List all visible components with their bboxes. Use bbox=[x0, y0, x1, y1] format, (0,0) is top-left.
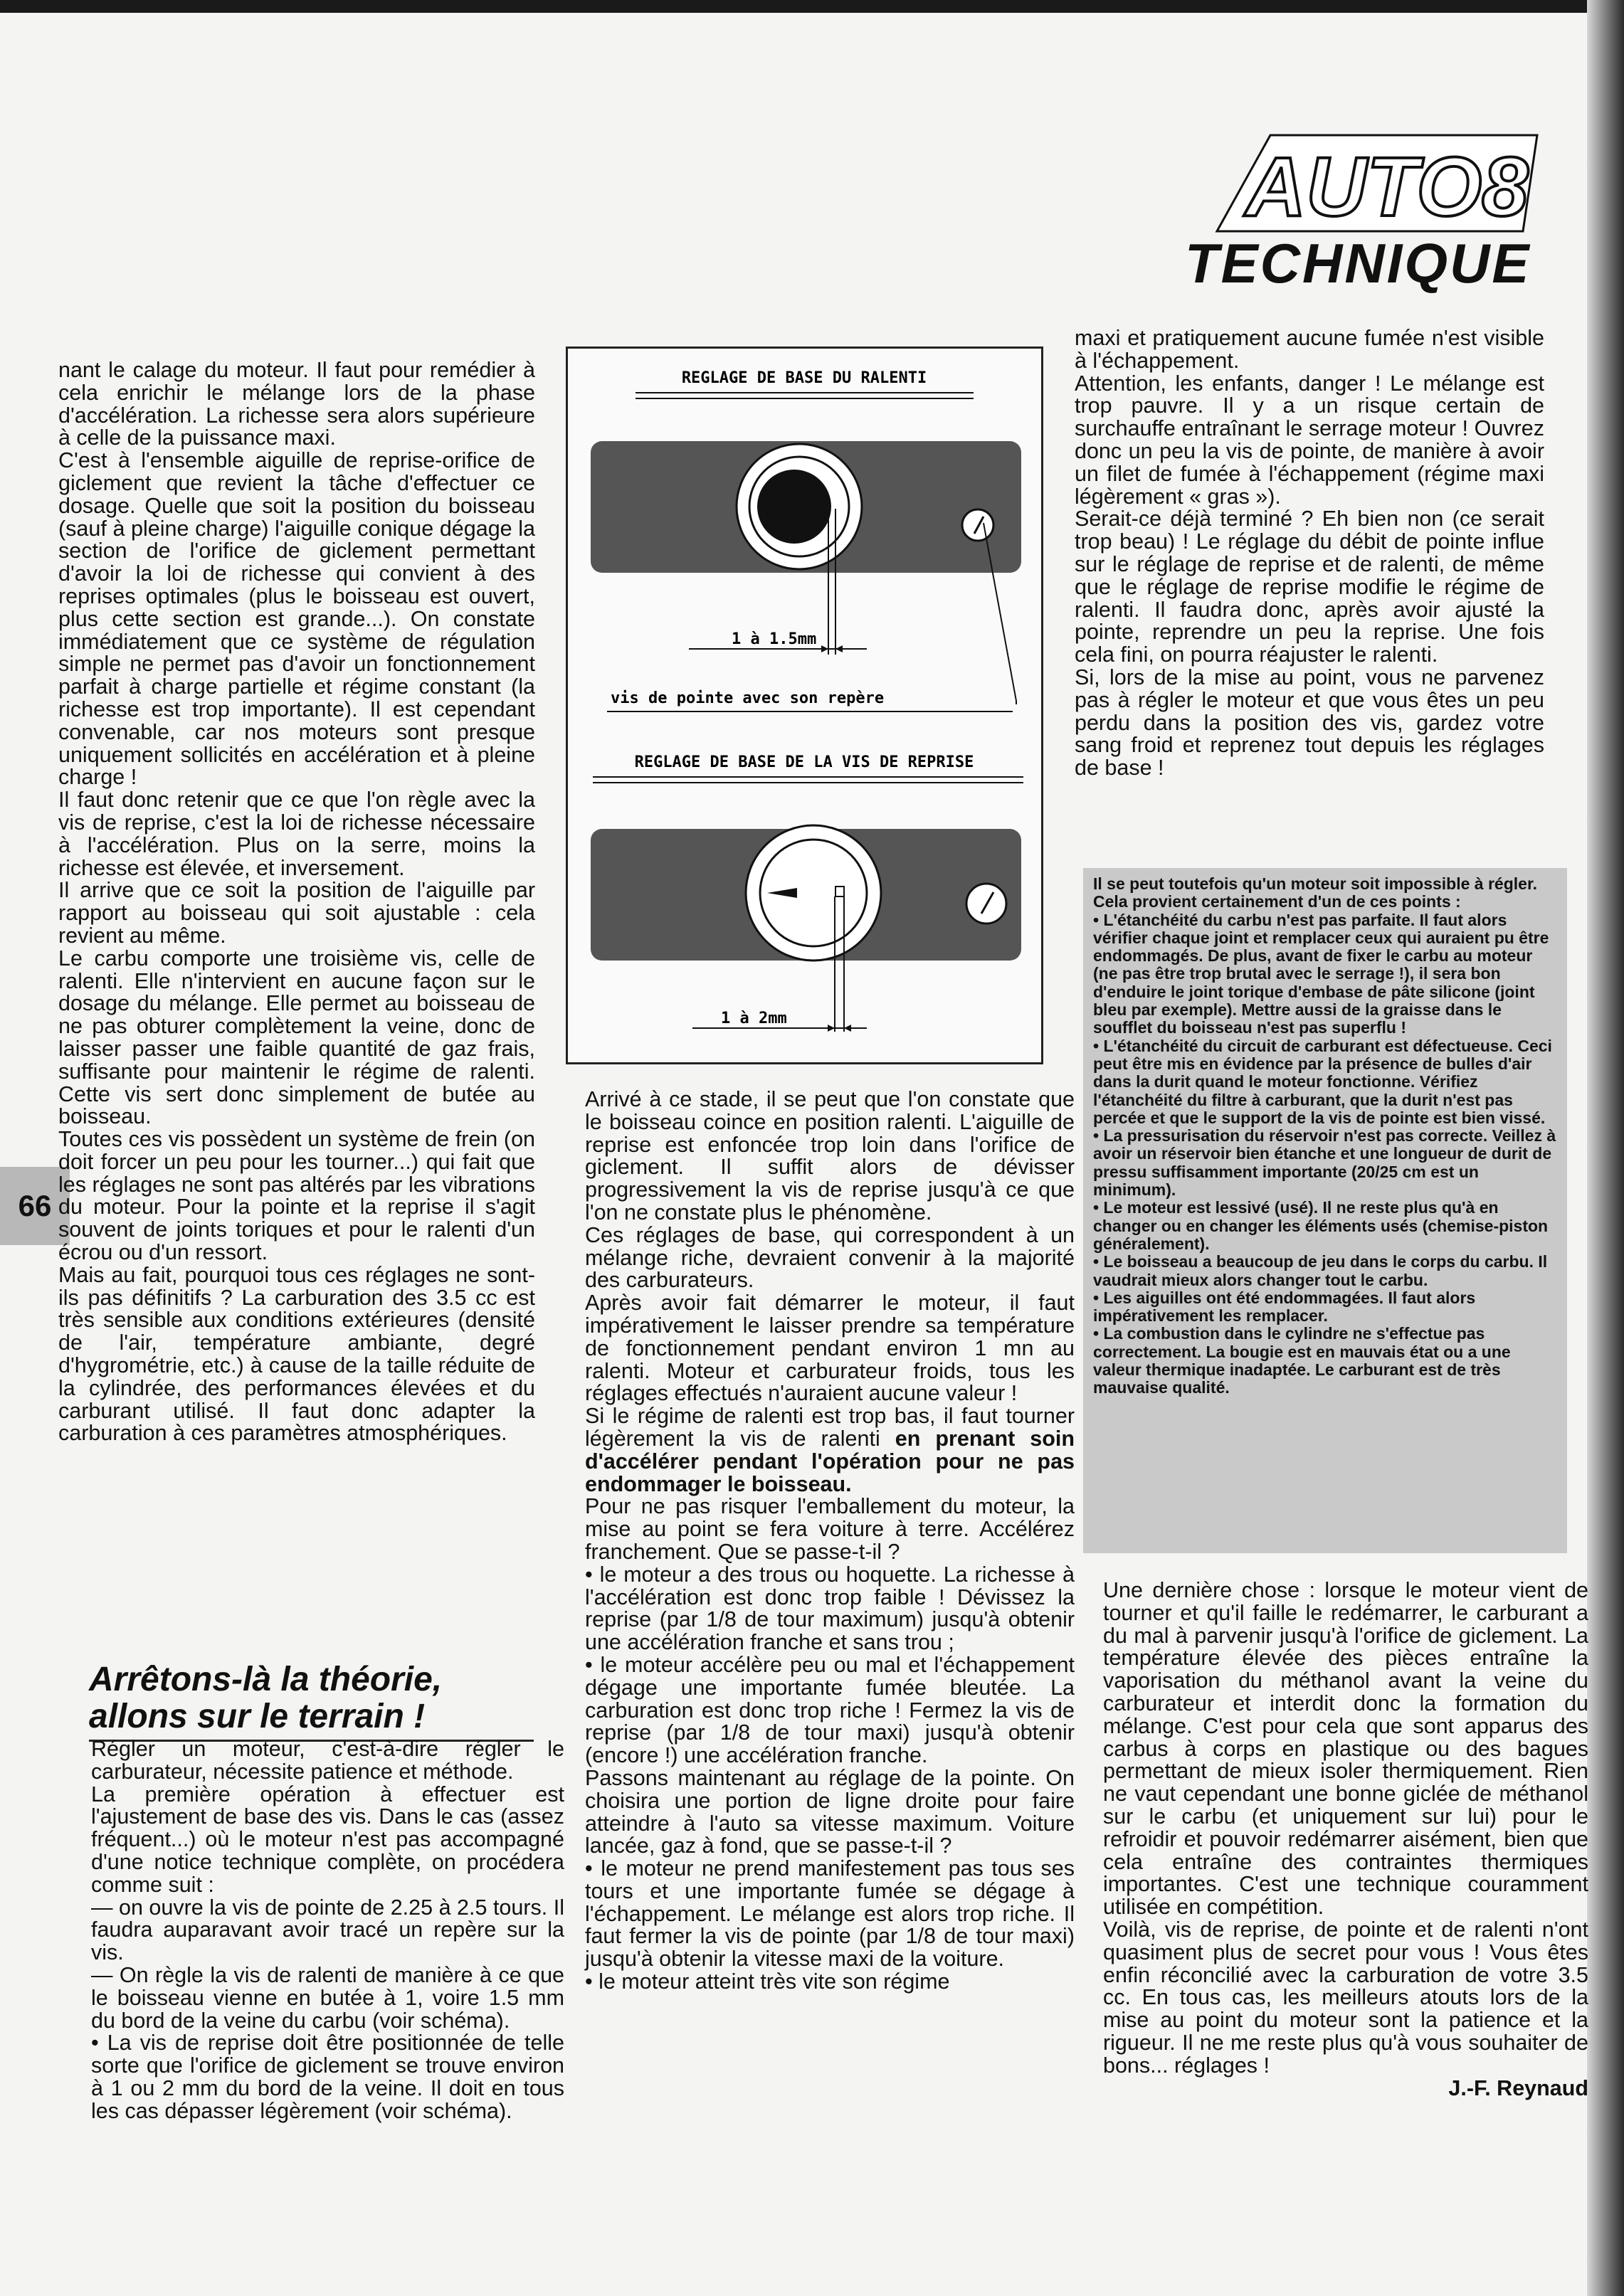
paragraph: Pour ne pas risquer l'emballement du moteur, la mise au point se fera voiture à terre. Accélérez franchement. Que se passe-t-il ? bbox=[585, 1494, 1075, 1564]
dimension-label-2: 1 à 2mm bbox=[721, 1010, 787, 1027]
paragraph: La première opération à effectuer est l'ajustement de base des vis. Dans le cas (assez fréquent...) où le moteur n'est pas accompagné d'une notice technique complète, on procédera comme suit : bbox=[91, 1782, 564, 1897]
carburetor-adjustment-figure bbox=[566, 346, 1043, 1064]
throttle-slide-1 bbox=[757, 470, 831, 544]
page-spine-shadow bbox=[1587, 0, 1624, 2296]
jet-orifice bbox=[835, 887, 844, 896]
column-2 bbox=[585, 1089, 1075, 1994]
page-number: 66 bbox=[0, 1167, 70, 1245]
paragraph: Arrivé à ce stade, il se peut que l'on constate que le boisseau coince en position ralenti. L'aiguille de reprise est enfoncée trop loin dans l'orifice de giclement. Il suffit alors de dévisser progressivement la vis de reprise jusqu'à ce que l'on ne constate plus le phénomène. bbox=[585, 1087, 1075, 1224]
sidebar-item: • Le moteur est lessivé (usé). Il ne reste plus qu'à en changer ou en changer les éléments usés (chemise-piston généralement). bbox=[1093, 1198, 1549, 1253]
paragraph bbox=[585, 1405, 1075, 1496]
sidebar-item: • L'étanchéité du carbu n'est pas parfaite. Il faut alors vérifier chaque joint et remplacer ceux qui auraient pu être endommagés. De plus, avant de fixer le carbu au moteur (ne pas être trop brutal avec le serrage !), il sera bon d'enduire le joint torique d'embase de pâte silicone (joint bleu par exemple). Mettre aussi de la graisse dans le soufflet du boisseau n'est pas superflu ! bbox=[1093, 910, 1549, 1037]
paragraph: • le moteur accélère peu ou mal et l'échappement dégage une importante fumée bleutée. La carburation est donc trop riche ! Fermez la vis de reprise (par 1/8 de tour maxi) jusqu'à obtenir (encore !) une accélération franche. bbox=[585, 1652, 1075, 1768]
paragraph: Toutes ces vis possèdent un système de frein (on doit forcer un peu pour les tourner...) qui fait que les réglages ne sont pas altérés par les vibrations du moteur. Pour la pointe et la reprise il s'agit souvent de joints toriques et pour le ralenti d'un écrou ou d'un ressort. bbox=[58, 1127, 535, 1265]
paragraph: Le carbu comporte une troisième vis, celle de ralenti. Elle n'intervient en aucune façon sur le dosage du mélange. Elle permet au boisseau de ne pas obturer complètement la veine, donc de laisser passer une faible quantité de gaz frais, suffisante pour maintenir le régime de ralenti. Cette vis sert donc simplement de butée au boisseau. bbox=[58, 946, 535, 1129]
paragraph: — on ouvre la vis de pointe de 2.25 à 2.5 tours. Il faudra auparavant avoir tracé un repère sur la vis. bbox=[91, 1895, 564, 1965]
section-heading: Arrêtons-là la théorie, allons sur le terrain ! bbox=[89, 1661, 534, 1742]
svg-text:AUTO8: AUTO8 bbox=[1245, 140, 1529, 234]
paragraph: • le moteur a des trous ou hoquette. La richesse à l'accélération est donc trop faible ! Dévissez la reprise (par 1/8 de tour maximum) jusqu'à obtenir une accélération franche et sans trou ; bbox=[585, 1562, 1075, 1655]
section-title: TECHNIQUE bbox=[1185, 232, 1531, 295]
column-3 bbox=[1075, 327, 1544, 780]
paragraph: C'est à l'ensemble aiguille de reprise-orifice de giclement que revient la tâche d'effectuer ce dosage. Quelle que soit la position du boisseau (sauf à pleine charge) l'aiguille conique dégage la section de l'orifice de giclement permettant d'avoir la loi de richesse qui convient à des reprises optimales (plus le boisseau est ouvert, plus cette section est grande...). On constate immédiatement que ce système de régulation simple ne permet pas d'avoir un fonctionnement parfait à charge partielle et régime constant (la richesse est trop importante). Il est cependant convenable, car nos moteurs sont presque uniquement sollicités en accélération et à pleine charge ! bbox=[58, 448, 535, 790]
paragraph: nant le calage du moteur. Il faut pour remédier à cela enrichir le mélange lors de la phase d'accélération. La richesse sera alors supérieure à celle de la puissance maxi. bbox=[58, 358, 535, 450]
paragraph: Serait-ce déjà terminé ? Eh bien non (ce serait trop beau) ! Le réglage du débit de pointe influe sur le réglage de reprise et de ralenti, de même que le réglage de reprise modifie le régime de ralenti. Il faudra donc, après avoir ajusté la pointe, reprendre un peu la reprise. Une fois cela fini, on pourra réajuster le ralenti. bbox=[1075, 507, 1544, 667]
sidebar-item: Il se peut toutefois qu'un moteur soit impossible à régler. Cela provient certainement d'un de ces points : bbox=[1093, 874, 1538, 911]
diagram-1-title: REGLAGE DE BASE DU RALENTI bbox=[681, 369, 927, 387]
paragraph: Attention, les enfants, danger ! Le mélange est trop pauvre. Il y a un risque certain de surchauffe entraînant le serrage moteur ! Ouvrez donc un peu la vis de pointe, de manière à avoir un filet de fumée à l'échappement (régime maxi légèrement « gras »). bbox=[1075, 371, 1544, 509]
diagram-2-title: REGLAGE DE BASE DE LA VIS DE REPRISE bbox=[634, 753, 974, 771]
paragraph: — On règle la vis de ralenti de manière à ce que le boisseau vienne en butée à 1, voire 1.5 mm du bord de la veine du carbu (voir schéma). bbox=[91, 1962, 564, 2033]
paragraph: Passons maintenant au réglage de la pointe. On choisira une portion de ligne droite pour faire atteindre à l'auto sa vitesse maximum. Voiture lancée, gaz à fond, que se passe-t-il ? bbox=[585, 1765, 1075, 1858]
paragraph: Il arrive que ce soit la position de l'aiguille par rapport au boisseau qui soit ajustable : cela revient au même. bbox=[58, 878, 535, 948]
sidebar-item: • L'étanchéité du circuit de carburant est défectueuse. Ceci peut être mis en évidence par la présence de bulles d'air dans la durit quand le moteur fonctionne. Vérifiez l'étanchéité du filtre à carburant, que la durit n'est pas percée et que le support de la vis de pointe est bien vissé. bbox=[1093, 1036, 1552, 1127]
column-1-lower bbox=[91, 1738, 564, 2123]
sidebar-item: • Les aiguilles ont été endommagées. Il faut alors impérativement les remplacer. bbox=[1093, 1288, 1476, 1326]
column-4 bbox=[1103, 1580, 1588, 2100]
sidebar-item: • Le boisseau a beaucoup de jeu dans le corps du carbu. Il vaudrait mieux alors changer tout le carbu. bbox=[1093, 1252, 1548, 1289]
scan-top-edge bbox=[0, 0, 1624, 13]
paragraph: Une dernière chose : lorsque le moteur vient de tourner et qu'il faille le redémarrer, le carburant a du mal à parvenir jusqu'à l'orifice de giclement. La température élevée des pièces entraîne la vaporisation du méthanol avant la veine du carburateur et interdit donc la formation du mélange. C'est pour cela que sont apparus des carbus à corps en plastique ou des bagues permettant de mieux isoler thermiquement. Rien ne vaut cependant une bonne giclée de méthanol sur le carbu (et uniquement sur lui) pour le refroidir et pouvoir redémarrer aisément, bien que cela entraîne des contraintes thermiques importantes. C'est une technique couramment utilisée en compétition. bbox=[1103, 1578, 1588, 1920]
diagram-1-caption: vis de pointe avec son repère bbox=[611, 689, 885, 707]
paragraph: maxi et pratiquement aucune fumée n'est visible à l'échappement. bbox=[1075, 326, 1544, 373]
paragraph: Ces réglages de base, qui correspondent à un mélange riche, devraient convenir à la majorité des carburateurs. bbox=[585, 1222, 1075, 1293]
paragraph: • La vis de reprise doit être positionnée de telle sorte que l'orifice de giclement se trouve environ à 1 ou 2 mm du bord de la veine. Il doit en tous les cas dépasser légèrement (voir schéma). bbox=[91, 2031, 564, 2123]
sidebar-item: • La combustion dans le cylindre ne s'effectue pas correctement. La bougie est en mauvais état ou a une valeur thermique inadaptée. Le carburant est de très mauvaise qualité. bbox=[1093, 1324, 1511, 1397]
author-signature: J.-F. Reynaud bbox=[1448, 2075, 1588, 2100]
paragraph: Régler un moteur, c'est-à-dire régler le carburateur, nécessite patience et méthode. bbox=[91, 1737, 564, 1784]
dimension-label-1: 1 à 1.5mm bbox=[732, 630, 817, 648]
text-run: Si le régime de ralenti est trop bas, il faut tourner légèrement la vis de ralenti bbox=[585, 1404, 1075, 1451]
paragraph: Voilà, vis de reprise, de pointe et de ralenti n'ont quasiment plus de secret pour vous ! Vous êtes enfin réconcilié avec la carburation de votre 3.5 cc. En tous cas, les meilleurs atouts lors de la mise au point du moteur sont la patience et la rigueur. Il ne me reste plus qu'à vous souhaiter de bons... réglages ! bbox=[1103, 1917, 1588, 2078]
paragraph: Mais au fait, pourquoi tous ces réglages ne sont-ils pas définitifs ? La carburation des 3.5 cc est très sensible aux conditions extérieures (densité de l'air, température ambiante, degré d'hygrométrie, etc.) à cause de la taille réduite de la cylindrée, des performances élevées et du carburant utilisé. Il faut donc adapter la carburation à ces paramètres atmosphériques. bbox=[58, 1262, 535, 1446]
emphasis-text: en prenant soin d'accélérer pendant l'opération pour ne pas endommager le boisseau. bbox=[585, 1426, 1075, 1496]
paragraph: • le moteur atteint très vite son régime bbox=[585, 1969, 950, 1994]
paragraph: Après avoir fait démarrer le moteur, il faut impérativement le laisser prendre sa température de fonctionnement pendant environ 1 mn au ralenti. Moteur et carburateur froids, tous les réglages effectués n'auraient aucune valeur ! bbox=[585, 1291, 1075, 1406]
sidebar-item: • La pressurisation du réservoir n'est pas correcte. Veillez à avoir un réservoir bien étanche et une longueur de durit de pressu suffisamment importante (20/25 cm est un minimum). bbox=[1093, 1126, 1556, 1200]
auto8-logo bbox=[1203, 132, 1541, 235]
troubleshooting-sidebar bbox=[1083, 868, 1567, 1553]
paragraph: Si, lors de la mise au point, vous ne parvenez pas à régler le moteur et que vous êtes un peu perdu dans la position des vis, gardez votre sang froid et reprenez tout depuis les réglages de base ! bbox=[1075, 665, 1544, 781]
paragraph: Il faut donc retenir que ce que l'on règle avec la vis de reprise, c'est la loi de richesse nécessaire à l'accélération. Plus on la serre, moins la richesse est élevée, et inversement. bbox=[58, 788, 535, 880]
column-1 bbox=[58, 359, 535, 1445]
paragraph: • le moteur ne prend manifestement pas tous ses tours et une importante fumée se dégage à l'échappement. Le mélange est alors trop riche. Il faut fermer la vis de pointe (par 1/8 de tour maxi) jusqu'à obtenir la vitesse maxi de la voiture. bbox=[585, 1856, 1075, 1972]
